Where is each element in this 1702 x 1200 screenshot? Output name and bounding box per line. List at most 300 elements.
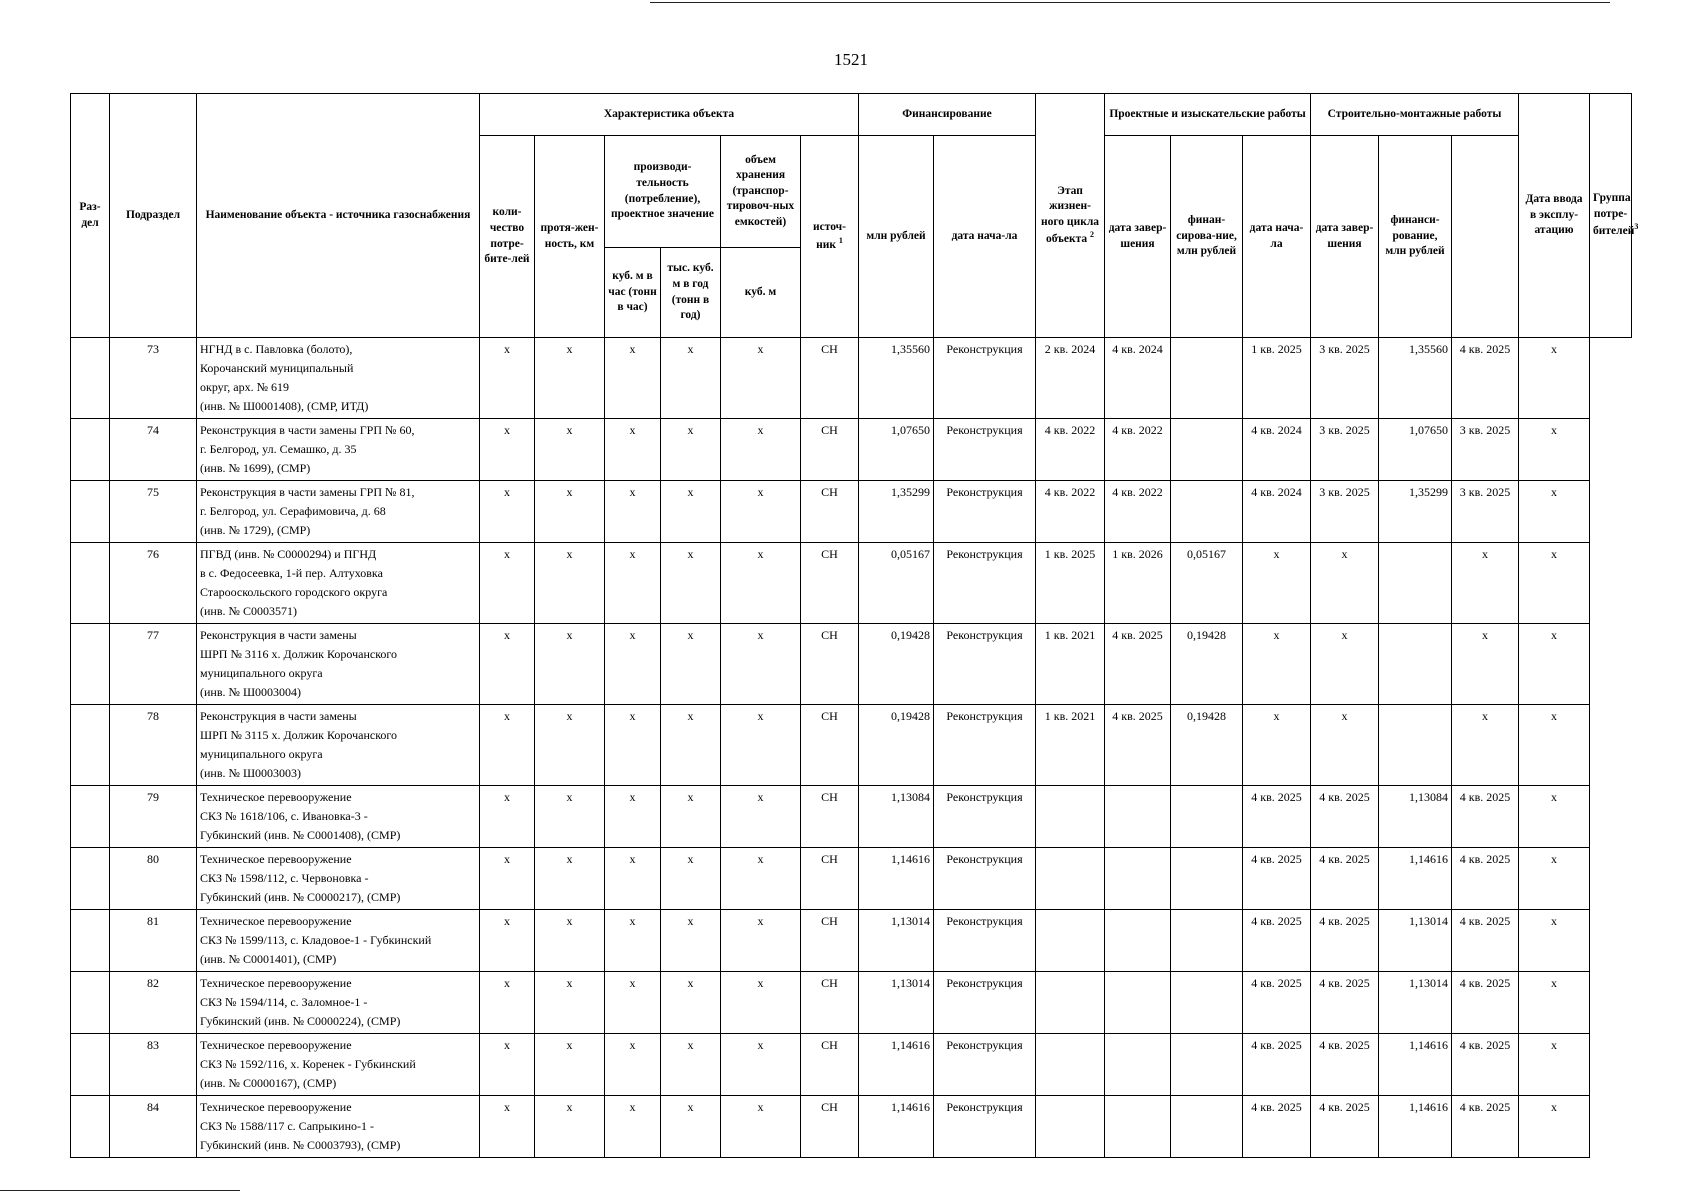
- name-line: (инв. № С0003571): [200, 604, 297, 618]
- table-row: [71, 419, 1632, 481]
- name-line: Реконструкция в части замены ГРП № 60,: [200, 423, 415, 437]
- cell-name: [197, 1096, 480, 1158]
- table-row: [71, 972, 1632, 1034]
- col-group-design: Проектные и изыскательские работы: [1105, 94, 1311, 136]
- cell-name: [197, 338, 480, 419]
- col-capacity: производи-тельность (потребление), проектное значение: [605, 136, 721, 248]
- cell-design-fin: [1171, 1096, 1243, 1158]
- name-line: г. Белгород, ул. Серафимовича, д. 68: [200, 504, 386, 518]
- cell-mln: 1,14616: [859, 1034, 934, 1096]
- cell-storage: х: [721, 481, 801, 543]
- cell-consumer-group: х: [1519, 624, 1590, 705]
- cell-length: х: [535, 481, 605, 543]
- col-design-start: дата нача-ла: [934, 136, 1036, 338]
- cell-build-start: 4 кв. 2025: [1243, 1096, 1311, 1158]
- name-line: (инв. № 1699), (СМР): [200, 461, 311, 475]
- cell-design-fin: [1171, 848, 1243, 910]
- cell-cap-year: х: [661, 481, 721, 543]
- cell-storage: х: [721, 338, 801, 419]
- name-line: Губкинский (инв. № С0000224), (СМР): [200, 1014, 401, 1028]
- col-build-fin: финанси-рование, млн рублей: [1379, 136, 1452, 338]
- cell-commission: х: [1452, 624, 1519, 705]
- cell-consumers: х: [480, 972, 535, 1034]
- cell-consumer-group: х: [1519, 848, 1590, 910]
- cell-build-end: 3 кв. 2025: [1311, 338, 1379, 419]
- cell-design-start: [1036, 848, 1105, 910]
- cell-stage: Реконструкция: [934, 624, 1036, 705]
- cell-commission: 4 кв. 2025: [1452, 972, 1519, 1034]
- cell-commission: х: [1452, 543, 1519, 624]
- name-line: Реконструкция в части замены: [200, 628, 357, 642]
- name-line: Техническое перевооружение: [200, 852, 352, 866]
- cell-consumers: х: [480, 1034, 535, 1096]
- name-line: муниципального округа: [200, 747, 323, 761]
- cell-cap-year: х: [661, 338, 721, 419]
- cell-source: СН: [801, 910, 859, 972]
- cell-consumer-group: х: [1519, 1096, 1590, 1158]
- cell-commission: 4 кв. 2025: [1452, 1034, 1519, 1096]
- cell-length: х: [535, 848, 605, 910]
- cell-source: СН: [801, 786, 859, 848]
- table-row: [71, 1096, 1632, 1158]
- cell-length: х: [535, 1034, 605, 1096]
- cell-commission: 4 кв. 2025: [1452, 786, 1519, 848]
- cell-design-fin: [1171, 338, 1243, 419]
- cell-podrazdel: 80: [110, 848, 197, 910]
- cell-consumers: х: [480, 624, 535, 705]
- col-mln: млн рублей: [859, 136, 934, 338]
- cell-name: [197, 786, 480, 848]
- cell-design-start: [1036, 786, 1105, 848]
- cell-build-end: 4 кв. 2025: [1311, 786, 1379, 848]
- cell-consumers: х: [480, 705, 535, 786]
- cell-cap-hour: х: [605, 419, 661, 481]
- cell-build-fin: 1,35560: [1379, 338, 1452, 419]
- col-length: протя-жен-ность, км: [535, 136, 605, 338]
- cell-razdel: [71, 338, 110, 419]
- table-row: [71, 481, 1632, 543]
- cell-build-start: х: [1243, 705, 1311, 786]
- cell-razdel: [71, 786, 110, 848]
- cell-design-end: 4 кв. 2024: [1105, 338, 1171, 419]
- cell-source: СН: [801, 338, 859, 419]
- name-line: Губкинский (инв. № С0001408), (СМР): [200, 828, 401, 842]
- cell-razdel: [71, 1096, 110, 1158]
- table-row: [71, 338, 1632, 419]
- cell-design-fin: 0,19428: [1171, 624, 1243, 705]
- cell-consumer-group: х: [1519, 481, 1590, 543]
- cell-cap-hour: х: [605, 624, 661, 705]
- cell-cap-hour: х: [605, 972, 661, 1034]
- cell-design-end: 4 кв. 2022: [1105, 419, 1171, 481]
- cell-stage: Реконструкция: [934, 705, 1036, 786]
- cell-podrazdel: 82: [110, 972, 197, 1034]
- cell-build-start: х: [1243, 624, 1311, 705]
- cell-build-fin: 1,13014: [1379, 972, 1452, 1034]
- cell-build-end: 3 кв. 2025: [1311, 419, 1379, 481]
- name-line: Техническое перевооружение: [200, 790, 352, 804]
- cell-length: х: [535, 624, 605, 705]
- cell-mln: 1,07650: [859, 419, 934, 481]
- cell-build-fin: 1,07650: [1379, 419, 1452, 481]
- name-line: ШРП № 3116 х. Должик Корочанского: [200, 647, 398, 661]
- cell-length: х: [535, 910, 605, 972]
- cell-razdel: [71, 972, 110, 1034]
- col-cap-hour: куб. м в час (тонн в час): [605, 248, 661, 338]
- cell-build-fin: 1,13084: [1379, 786, 1452, 848]
- cell-build-start: 4 кв. 2025: [1243, 910, 1311, 972]
- name-line: СКЗ № 1588/117 с. Сапрыкино-1 -: [200, 1119, 375, 1133]
- cell-cap-year: х: [661, 419, 721, 481]
- name-line: Техническое перевооружение: [200, 1038, 352, 1052]
- cell-length: х: [535, 705, 605, 786]
- name-line: СКЗ № 1599/113, с. Кладовое-1 - Губкинский: [200, 933, 432, 947]
- cell-stage: Реконструкция: [934, 786, 1036, 848]
- cell-length: х: [535, 786, 605, 848]
- cell-consumer-group: х: [1519, 419, 1590, 481]
- cell-cap-hour: х: [605, 1034, 661, 1096]
- cell-commission: 3 кв. 2025: [1452, 419, 1519, 481]
- cell-name: [197, 848, 480, 910]
- cell-cap-hour: х: [605, 543, 661, 624]
- cell-storage: х: [721, 1034, 801, 1096]
- cell-name: [197, 624, 480, 705]
- col-commission: Дата ввода в эксплу-атацию: [1519, 94, 1590, 338]
- cell-commission: 4 кв. 2025: [1452, 848, 1519, 910]
- cell-consumers: х: [480, 848, 535, 910]
- bottom-rule: [0, 1190, 240, 1191]
- cell-storage: х: [721, 624, 801, 705]
- cell-razdel: [71, 481, 110, 543]
- table-row: [71, 910, 1632, 972]
- cell-consumer-group: х: [1519, 543, 1590, 624]
- table-body: [71, 338, 1632, 1158]
- cell-design-start: 1 кв. 2025: [1036, 543, 1105, 624]
- cell-build-end: 4 кв. 2025: [1311, 848, 1379, 910]
- cell-design-start: [1036, 1096, 1105, 1158]
- cell-mln: 1,35299: [859, 481, 934, 543]
- cell-design-start: 4 кв. 2022: [1036, 419, 1105, 481]
- cell-consumers: х: [480, 543, 535, 624]
- cell-podrazdel: 73: [110, 338, 197, 419]
- cell-name: [197, 419, 480, 481]
- col-group-characteristics: Характеристика объекта: [480, 94, 859, 136]
- cell-design-end: [1105, 786, 1171, 848]
- cell-storage: х: [721, 972, 801, 1034]
- cell-source: СН: [801, 1096, 859, 1158]
- cell-podrazdel: 77: [110, 624, 197, 705]
- cell-design-fin: [1171, 1034, 1243, 1096]
- col-design-fin: финан-сирова-ние, млн рублей: [1171, 136, 1243, 338]
- cell-build-end: 4 кв. 2025: [1311, 1096, 1379, 1158]
- cell-razdel: [71, 1034, 110, 1096]
- cell-stage: Реконструкция: [934, 1034, 1036, 1096]
- cell-design-fin: [1171, 481, 1243, 543]
- cell-consumers: х: [480, 338, 535, 419]
- cell-podrazdel: 79: [110, 786, 197, 848]
- cell-consumer-group: х: [1519, 1034, 1590, 1096]
- cell-cap-hour: х: [605, 338, 661, 419]
- cell-consumers: х: [480, 786, 535, 848]
- cell-mln: 1,14616: [859, 1096, 934, 1158]
- cell-razdel: [71, 543, 110, 624]
- cell-mln: 1,14616: [859, 848, 934, 910]
- cell-commission: 4 кв. 2025: [1452, 910, 1519, 972]
- cell-commission: 4 кв. 2025: [1452, 1096, 1519, 1158]
- cell-podrazdel: 81: [110, 910, 197, 972]
- name-line: (инв. № Ш0003004): [200, 685, 302, 699]
- cell-design-end: [1105, 1034, 1171, 1096]
- cell-razdel: [71, 419, 110, 481]
- col-build-start: дата нача-ла: [1243, 136, 1311, 338]
- cell-design-end: [1105, 910, 1171, 972]
- name-line: в с. Федосеевка, 1-й пер. Алтуховка: [200, 566, 383, 580]
- cell-consumer-group: х: [1519, 705, 1590, 786]
- name-line: Губкинский (инв. № С0000217), (СМР): [200, 890, 401, 904]
- col-group-financing: Финансирование: [859, 94, 1036, 136]
- cell-cap-hour: х: [605, 705, 661, 786]
- cell-name: [197, 910, 480, 972]
- page-number: 1521: [834, 50, 868, 69]
- name-line: ПГВД (инв. № С0000294) и ПГНД: [200, 547, 377, 561]
- cell-source: СН: [801, 624, 859, 705]
- name-line: (инв. № С0000167), (СМР): [200, 1076, 337, 1090]
- cell-build-fin: [1379, 624, 1452, 705]
- name-line: Реконструкция в части замены: [200, 709, 357, 723]
- cell-storage: х: [721, 543, 801, 624]
- cell-build-start: 4 кв. 2025: [1243, 972, 1311, 1034]
- cell-storage: х: [721, 848, 801, 910]
- cell-mln: 0,19428: [859, 705, 934, 786]
- cell-design-end: 1 кв. 2026: [1105, 543, 1171, 624]
- col-cap-year: тыс. куб. м в год (тонн в год): [661, 248, 721, 338]
- name-line: Техническое перевооружение: [200, 914, 352, 928]
- cell-stage: Реконструкция: [934, 419, 1036, 481]
- cell-design-end: [1105, 848, 1171, 910]
- col-build-end: дата завер-шения: [1311, 136, 1379, 338]
- cell-cap-year: х: [661, 624, 721, 705]
- cell-build-end: 4 кв. 2025: [1311, 972, 1379, 1034]
- name-line: СКЗ № 1592/116, х. Коренек - Губкинский: [200, 1057, 416, 1071]
- cell-mln: 1,35560: [859, 338, 934, 419]
- cell-build-start: х: [1243, 543, 1311, 624]
- cell-stage: Реконструкция: [934, 910, 1036, 972]
- cell-mln: 0,05167: [859, 543, 934, 624]
- name-line: Техническое перевооружение: [200, 1100, 352, 1114]
- name-line: Старооскольского городского округа: [200, 585, 388, 599]
- cell-mln: 0,19428: [859, 624, 934, 705]
- cell-design-start: [1036, 910, 1105, 972]
- cell-consumers: х: [480, 910, 535, 972]
- cell-cap-year: х: [661, 972, 721, 1034]
- cell-length: х: [535, 419, 605, 481]
- cell-length: х: [535, 1096, 605, 1158]
- cell-build-end: х: [1311, 705, 1379, 786]
- cell-design-start: 1 кв. 2021: [1036, 705, 1105, 786]
- cell-length: х: [535, 338, 605, 419]
- col-podrazdel: Подраздел: [110, 94, 197, 338]
- cell-design-fin: [1171, 786, 1243, 848]
- col-storage: объем хранения (транспор-тировоч-ных емкостей): [721, 136, 801, 248]
- cell-consumers: х: [480, 481, 535, 543]
- cell-razdel: [71, 624, 110, 705]
- col-consumers: коли-чество потре-бите-лей: [480, 136, 535, 338]
- col-design-end: дата завер-шения: [1105, 136, 1171, 338]
- cell-cap-year: х: [661, 786, 721, 848]
- cell-design-start: [1036, 972, 1105, 1034]
- cell-razdel: [71, 910, 110, 972]
- cell-cap-hour: х: [605, 848, 661, 910]
- cell-design-start: [1036, 1034, 1105, 1096]
- cell-razdel: [71, 705, 110, 786]
- cell-commission: х: [1452, 705, 1519, 786]
- cell-build-fin: [1379, 543, 1452, 624]
- cell-name: [197, 1034, 480, 1096]
- cell-length: х: [535, 972, 605, 1034]
- col-name: Наименование объекта - источника газоснабжения: [197, 94, 480, 338]
- cell-cap-year: х: [661, 543, 721, 624]
- cell-consumers: х: [480, 419, 535, 481]
- cell-build-end: х: [1311, 543, 1379, 624]
- col-razdel: Раз-дел: [71, 94, 110, 338]
- cell-storage: х: [721, 910, 801, 972]
- cell-stage: Реконструкция: [934, 972, 1036, 1034]
- cell-cap-hour: х: [605, 481, 661, 543]
- cell-build-end: 4 кв. 2025: [1311, 910, 1379, 972]
- table-row: [71, 786, 1632, 848]
- name-line: г. Белгород, ул. Семашко, д. 35: [200, 442, 357, 456]
- cell-source: СН: [801, 543, 859, 624]
- cell-storage: х: [721, 705, 801, 786]
- name-line: Корочанский муниципальный: [200, 361, 354, 375]
- cell-stage: Реконструкция: [934, 338, 1036, 419]
- cell-cap-year: х: [661, 1096, 721, 1158]
- cell-name: [197, 972, 480, 1034]
- cell-storage: х: [721, 786, 801, 848]
- cell-design-fin: 0,05167: [1171, 543, 1243, 624]
- cell-mln: 1,13014: [859, 972, 934, 1034]
- cell-design-fin: [1171, 910, 1243, 972]
- cell-consumers: х: [480, 1096, 535, 1158]
- cell-design-fin: [1171, 419, 1243, 481]
- name-line: (инв. № Ш0001408), (СМР, ИТД): [200, 399, 369, 413]
- col-source: источ-ник $^1$: [801, 136, 859, 338]
- cell-build-start: 1 кв. 2025: [1243, 338, 1311, 419]
- cell-podrazdel: 74: [110, 419, 197, 481]
- name-line: муниципального округа: [200, 666, 323, 680]
- cell-build-start: 4 кв. 2025: [1243, 848, 1311, 910]
- cell-build-fin: [1379, 705, 1452, 786]
- cell-cap-year: х: [661, 705, 721, 786]
- table-row: [71, 1034, 1632, 1096]
- cell-podrazdel: 84: [110, 1096, 197, 1158]
- cell-mln: 1,13014: [859, 910, 934, 972]
- name-line: СКЗ № 1618/106, с. Ивановка-3 -: [200, 809, 368, 823]
- cell-storage: х: [721, 1096, 801, 1158]
- name-line: Губкинский (инв. № С0003793), (СМР): [200, 1138, 401, 1152]
- cell-length: х: [535, 543, 605, 624]
- objects-table: [70, 93, 1639, 1158]
- cell-commission: 3 кв. 2025: [1452, 481, 1519, 543]
- col-group-construction: Строительно-монтажные работы: [1311, 94, 1519, 136]
- cell-stage: Реконструкция: [934, 1096, 1036, 1158]
- top-rule: [650, 2, 1610, 3]
- cell-consumer-group: х: [1519, 910, 1590, 972]
- cell-source: СН: [801, 848, 859, 910]
- cell-podrazdel: 83: [110, 1034, 197, 1096]
- name-line: СКЗ № 1594/114, с. Заломное-1 -: [200, 995, 368, 1009]
- cell-name: [197, 705, 480, 786]
- cell-cap-year: х: [661, 910, 721, 972]
- cell-mln: 1,13084: [859, 786, 934, 848]
- cell-design-end: [1105, 1096, 1171, 1158]
- cell-build-start: 4 кв. 2024: [1243, 419, 1311, 481]
- name-line: Реконструкция в части замены ГРП № 81,: [200, 485, 415, 499]
- cell-design-start: 4 кв. 2022: [1036, 481, 1105, 543]
- cell-podrazdel: 75: [110, 481, 197, 543]
- name-line: (инв. № Ш0003003): [200, 766, 302, 780]
- cell-source: СН: [801, 972, 859, 1034]
- cell-cap-hour: х: [605, 1096, 661, 1158]
- cell-design-end: 4 кв. 2022: [1105, 481, 1171, 543]
- cell-consumer-group: х: [1519, 972, 1590, 1034]
- cell-podrazdel: 76: [110, 543, 197, 624]
- cell-commission: 4 кв. 2025: [1452, 338, 1519, 419]
- name-line: СКЗ № 1598/112, с. Червоновка -: [200, 871, 369, 885]
- table-row: [71, 848, 1632, 910]
- cell-podrazdel: 78: [110, 705, 197, 786]
- cell-name: [197, 481, 480, 543]
- cell-build-end: 3 кв. 2025: [1311, 481, 1379, 543]
- col-stage: Этап жизнен-ного цикла объекта $^2$: [1036, 94, 1105, 338]
- name-line: округ, арх. № 619: [200, 380, 290, 394]
- cell-cap-hour: х: [605, 910, 661, 972]
- cell-source: СН: [801, 705, 859, 786]
- cell-build-start: 4 кв. 2025: [1243, 786, 1311, 848]
- cell-cap-hour: х: [605, 786, 661, 848]
- table-row: [71, 543, 1632, 624]
- table-row: [71, 705, 1632, 786]
- cell-build-fin: 1,14616: [1379, 848, 1452, 910]
- cell-design-fin: 0,19428: [1171, 705, 1243, 786]
- cell-design-start: 2 кв. 2024: [1036, 338, 1105, 419]
- cell-consumer-group: х: [1519, 338, 1590, 419]
- cell-stage: Реконструкция: [934, 481, 1036, 543]
- cell-build-end: 4 кв. 2025: [1311, 1034, 1379, 1096]
- cell-build-start: 4 кв. 2024: [1243, 481, 1311, 543]
- cell-design-fin: [1171, 972, 1243, 1034]
- cell-build-end: х: [1311, 624, 1379, 705]
- cell-build-fin: 1,35299: [1379, 481, 1452, 543]
- cell-design-start: 1 кв. 2021: [1036, 624, 1105, 705]
- name-line: (инв. № 1729), (СМР): [200, 523, 311, 537]
- cell-design-end: 4 кв. 2025: [1105, 705, 1171, 786]
- name-line: Техническое перевооружение: [200, 976, 352, 990]
- cell-build-fin: 1,14616: [1379, 1034, 1452, 1096]
- cell-razdel: [71, 848, 110, 910]
- col-storage-unit: куб. м: [721, 248, 801, 338]
- cell-build-start: 4 кв. 2025: [1243, 1034, 1311, 1096]
- cell-storage: х: [721, 419, 801, 481]
- name-line: (инв. № С0001401), (СМР): [200, 952, 337, 966]
- name-line: НГНД в с. Павловка (болото),: [200, 342, 353, 356]
- cell-build-fin: 1,13014: [1379, 910, 1452, 972]
- cell-consumer-group: х: [1519, 786, 1590, 848]
- cell-source: СН: [801, 1034, 859, 1096]
- cell-source: СН: [801, 481, 859, 543]
- cell-design-end: [1105, 972, 1171, 1034]
- col-consumer-group: Группа потре-бителей$^3$: [1590, 94, 1632, 338]
